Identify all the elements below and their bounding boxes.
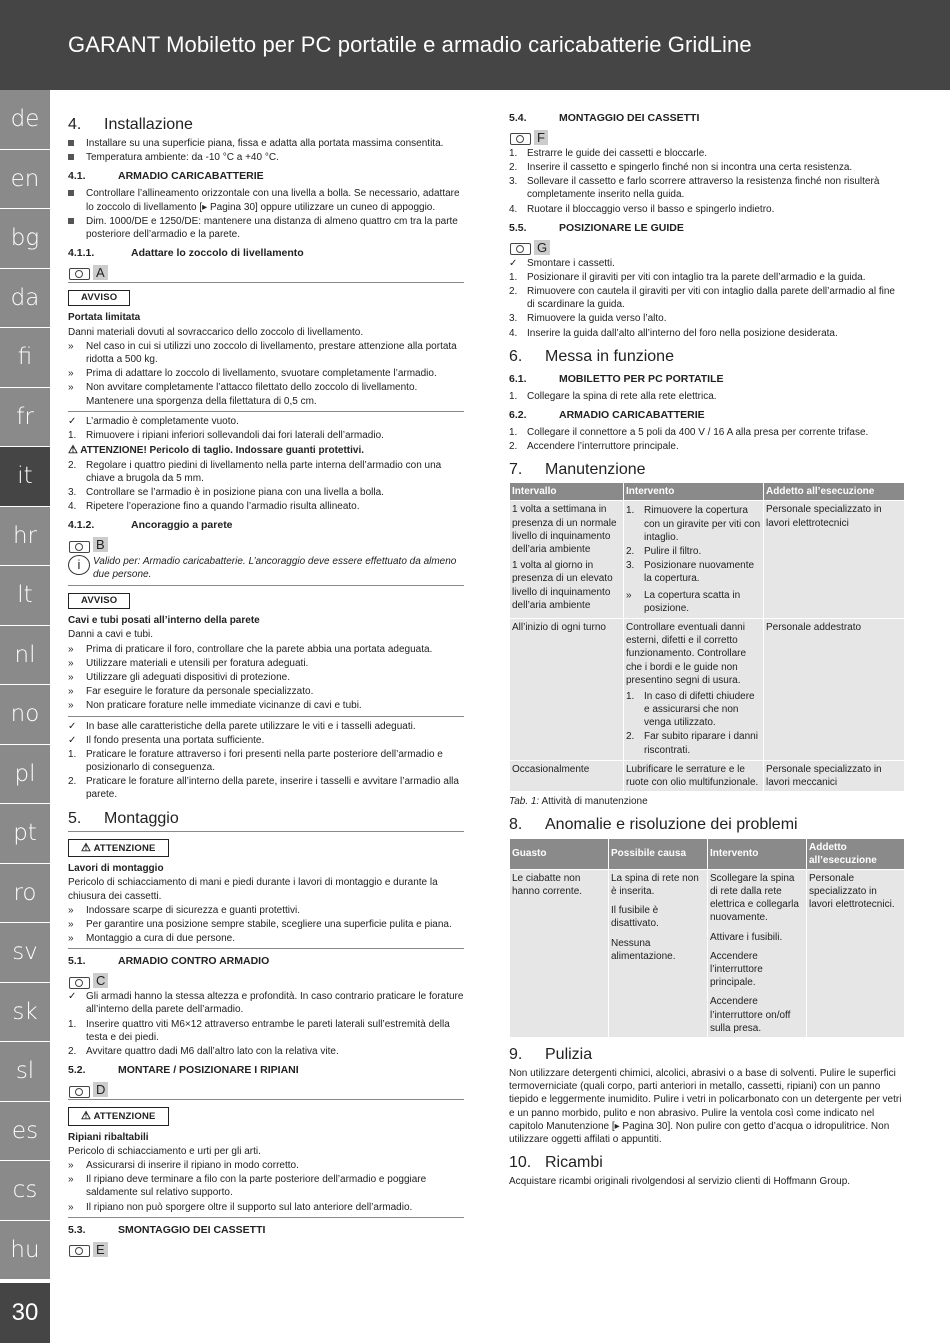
step-item: 2. Regolare i quattro piedini di livellamento nella parte interna dell’armadio con una chiave a brugola da 5 mm.: [68, 459, 442, 484]
paragraph: Non utilizzare detergenti chimici, alcolici, abrasivi o a base di solventi. Pulire le superfici termoverniciate (quali corpo, parti anteriori in metallo, cassetti, ripiani) con un panno tiepido e leggermente inumidito. Pulire i vetri in policarbonato con un detergente per vetri e un panno morbido, pulito e non abrasivo. Pulire la ventola così come indicato nel capitolo Manutenzione [▸ Pagina 30]. Non pulire con getto d’acqua o idropulitrice. Non utilizzare oggetti affilati o appuntiti.: [509, 1068, 902, 1145]
instruction-item: » Utilizzare materiali e utensili per foratura adeguati.: [68, 657, 309, 669]
figure-reference: B: [68, 537, 464, 552]
page-number: 30: [0, 1283, 50, 1343]
instruction-item: » Non praticare forature nelle immediate vicinanze di cavi e tubi.: [68, 699, 464, 716]
column-header: Intervento: [624, 483, 764, 501]
instruction-item: » Il ripiano non può sporgere oltre il supporto sul lato anteriore dell’armadio.: [68, 1201, 464, 1218]
subsection-heading: 4.1. ARMADIO CARICABATTERIE: [68, 170, 264, 183]
figure-reference: A: [68, 265, 464, 280]
caution-title: Lavori di montaggio: [68, 863, 164, 875]
column-header: Addetto all’esecuzione: [764, 483, 905, 501]
column-header: Intervallo: [510, 483, 624, 501]
camera-icon: [68, 265, 90, 279]
section-heading: 8. Anomalie e risoluzione dei problemi: [509, 816, 798, 834]
language-tab-pt[interactable]: pt: [0, 804, 50, 863]
section-heading: 7. Manutenzione: [509, 461, 646, 479]
section-heading: 6. Messa in funzione: [509, 347, 674, 365]
subsection-heading: 6.1. MOBILETTO PER PC PORTATILE: [509, 372, 724, 385]
step-item: 1. Collegare la spina di rete alla rete elettrica.: [509, 390, 717, 402]
notice-text: Danni materiali dovuti al sovraccarico dello zoccolo di livellamento.: [68, 326, 364, 338]
table-row: 1 volta a settimana in presenza di un normale livello di inquinamento dell’aria ambiente 1 volta al giorno in presenza di un elevato livello di inquinamento dell’aria ambiente 1. Rimuovere la copertura con un giravite per viti con intaglio. 2. Pulire il filtro. 3. Posizionare nuovamente la copertura. » La copertura scatta in posizione. Personale specializzato in lavori elettrotecnici: [510, 501, 905, 619]
paragraph: Acquistare ricambi originali rivolgendosi al servizio clienti di Hoffmann Group.: [509, 1176, 851, 1188]
camera-icon: [509, 130, 531, 144]
subsubsection-heading: 4.1.1. Adattare lo zoccolo di livellamento: [68, 247, 304, 260]
subsection-heading: 5.4. MONTAGGIO DEI CASSETTI: [509, 112, 700, 124]
page-header: [0, 0, 950, 90]
language-tab-nl[interactable]: nl: [0, 626, 50, 685]
subsection-heading: 5.2. MONTARE / POSIZIONARE I RIPIANI: [68, 1064, 299, 1077]
warning-icon: ⚠: [81, 1110, 92, 1123]
language-tab-hu[interactable]: hu: [0, 1221, 50, 1280]
precondition-item: ✓ In base alle caratteristiche della parete utilizzare le viti e i tasselli adeguati.: [68, 720, 416, 732]
notice-title: Portata limitata: [68, 312, 141, 324]
language-tab-no[interactable]: no: [0, 685, 50, 744]
notice-title: Cavi e tubi posati all’interno della parete: [68, 615, 260, 627]
check-icon: ✓: [68, 991, 77, 1003]
step-item: 2. Inserire il cassetto e spingerlo finché non si incontra una certa resistenza.: [509, 162, 853, 174]
step-item: 3. Controllare se l’armadio è in posizione piana con una livella a bolla.: [68, 487, 384, 499]
language-tab-sk[interactable]: sk: [0, 983, 50, 1042]
language-sidebar: [0, 90, 50, 1343]
section-heading: 9. Pulizia: [509, 1045, 593, 1063]
column-header: Addetto all’esecuzione: [807, 838, 905, 869]
warning-icon: ⚠: [68, 444, 78, 457]
caution-text: Pericolo di schiacciamento di mani e piedi durante i lavori di montaggio e durante la chiusura dei cassetti.: [68, 877, 438, 902]
step-item: 2. Accendere l’interruttore principale.: [509, 440, 679, 452]
subsection-heading: 5.1. ARMADIO CONTRO ARMADIO: [68, 955, 270, 968]
subsection-heading: 6.2. ARMADIO CARICABATTERIE: [509, 408, 705, 421]
subsection-heading: 5.5. POSIZIONARE LE GUIDE: [509, 221, 684, 234]
info-icon: i: [68, 555, 90, 575]
language-tab-es[interactable]: es: [0, 1102, 50, 1161]
bullet-item: Temperatura ambiente: da -10 °C a +40 °C.: [68, 151, 464, 164]
info-note: i Valido per: Armadio caricabatterie. L’ancoraggio deve essere effettuato da almeno due persone.: [68, 555, 464, 581]
instruction-item: » Utilizzare gli adeguati dispositivi di protezione.: [68, 671, 290, 683]
warning-icon: ⚠: [81, 841, 92, 854]
inline-warning: ⚠ ATTENZIONE! Pericolo di taglio. Indossare guanti protettivi.: [68, 444, 365, 457]
bullet-item: Dim. 1000/DE e 1250/DE: mantenere una distanza di almeno quattro cm tra la parte posteriore dell’armadio e la parete.: [68, 215, 464, 241]
section-heading: 5. Montaggio: [68, 809, 179, 827]
table-row: Le ciabatte non hanno corrente. La spina di rete non è inserita. Il fusibile è disattivato. Nessuna alimentazione. Scollegare la spina di rete dalla rete elettrica e collegarla nuovamente. Attivare i fusibili. Accendere l’interruttore principale. Accendere l’interruttore on/off sulla presa. Personale specializzato in lavori elettrotecnici.: [510, 869, 905, 1037]
table-header-row: [510, 838, 905, 869]
caution-label: ⚠ ATTENZIONE: [68, 839, 169, 858]
language-tab-hr[interactable]: hr: [0, 507, 50, 566]
instruction-item: » Prima di praticare il foro, controllare che la parete abbia una portata adeguata.: [68, 643, 433, 655]
figure-reference: G: [509, 240, 905, 255]
notice-label: AVVISO: [68, 593, 130, 610]
instruction-item: » Nel caso in cui si utilizzi uno zoccolo di livellamento, prestare attenzione alla portata ridotta a 500 kg.: [68, 340, 457, 366]
figure-reference: E: [68, 1242, 464, 1257]
instruction-item: » Il ripiano deve terminare a filo con la parte posteriore dell’armadio e poggiare saldamente sul relativo supporto.: [68, 1174, 427, 1199]
figure-reference: C: [68, 973, 464, 988]
language-tab-it[interactable]: it: [0, 447, 50, 506]
caution-label: ⚠ ATTENZIONE: [68, 1107, 169, 1126]
check-icon: ✓: [68, 720, 77, 732]
troubleshooting-table: [509, 838, 905, 1038]
camera-icon: [68, 538, 90, 552]
step-item: 4. Ruotare il bloccaggio verso il basso e spingerlo indietro.: [509, 203, 775, 215]
camera-icon: [509, 240, 531, 254]
notice-label: AVVISO: [68, 290, 130, 307]
step-item: 1. Posizionare il giraviti per viti con intaglio tra la parete dell’armadio e la guida.: [509, 271, 866, 283]
step-item: 4. Ripetere l’operazione fino a quando l’armadio risulta allineato.: [68, 501, 360, 513]
language-tab-pl[interactable]: pl: [0, 745, 50, 804]
step-item: 2. Rimuovere con cautela il giraviti per viti con intaglio dalla parete dell’armadio al fine di scardinare la guida.: [509, 286, 895, 311]
check-icon: ✓: [509, 257, 518, 269]
table-caption: Tab. 1: Attività di manutenzione: [509, 796, 648, 808]
figure-reference: F: [509, 130, 905, 145]
subsubsection-heading: 4.1.2. Ancoraggio a parete: [68, 519, 233, 532]
instruction-item: » Prima di adattare lo zoccolo di livellamento, svuotare completamente l’armadio.: [68, 368, 437, 380]
instruction-item: » Montaggio a cura di due persone.: [68, 932, 464, 949]
caution-title: Ripiani ribaltabili: [68, 1131, 149, 1143]
language-tab-cs[interactable]: cs: [0, 1161, 50, 1220]
instruction-item: » Per garantire una posizione sempre stabile, scegliere una superficie pulita e piana.: [68, 919, 452, 931]
check-icon: ✓: [68, 734, 77, 746]
instruction-item: » Non avvitare completamente l’attacco filettato dello zoccolo di livellamento. Mantenere una sporgenza della filettatura di 0,5 cm.: [68, 381, 464, 411]
camera-icon: [68, 1242, 90, 1256]
step-item: 1. Estrarre le guide dei cassetti e bloccarle.: [509, 147, 708, 159]
column-header: Possibile causa: [609, 838, 708, 869]
caution-text: Pericolo di schiacciamento e urti per gli arti.: [68, 1145, 261, 1157]
document-title: GARANT Mobiletto per PC portatile e armadio caricabatterie GridLine: [68, 32, 752, 57]
section-heading: 10. Ricambi: [509, 1154, 603, 1172]
language-tab-da[interactable]: da: [0, 269, 50, 328]
step-item: 1. Collegare il connettore a 5 poli da 400 V / 16 A alla presa per corrente trifase.: [509, 426, 869, 438]
precondition-item: ✓ L’armadio è completamente vuoto.: [68, 415, 239, 427]
language-tab-ro[interactable]: ro: [0, 864, 50, 923]
language-tab-bg[interactable]: bg: [0, 209, 50, 268]
column-header: Intervento: [708, 838, 807, 869]
language-tab-en[interactable]: en: [0, 150, 50, 209]
notice-text: Danni a cavi e tubi.: [68, 629, 154, 641]
instruction-item: » Assicurarsi di inserire il ripiano in modo corretto.: [68, 1159, 299, 1171]
step-item: 2. Avvitare quattro dadi M6 dall’altro lato con la relativa vite.: [68, 1046, 339, 1058]
section-heading: 4. Installazione: [68, 116, 193, 133]
step-item: 1. Inserire quattro viti M6×12 attraverso entrambe le pareti laterali sull’estremità della testa e dei piedi.: [68, 1018, 450, 1043]
step-item: 3. Rimuovere la guida verso l’alto.: [509, 313, 667, 325]
camera-icon: [68, 974, 90, 988]
figure-reference: D: [68, 1082, 464, 1097]
precondition-item: ✓ Il fondo presenta una portata sufficiente.: [68, 734, 265, 746]
table-row: Occasionalmente Lubrificare le serrature e le ruote con olio multifunzionale. Personale specializzato in lavori meccanici: [510, 760, 905, 791]
step-item: 2. Praticare le forature all’interno della parete, inserire i tasselli e avvitare l’armadio alla parete.: [68, 776, 459, 801]
check-icon: ✓: [68, 415, 77, 427]
table-row: All’inizio di ogni turno Controllare eventuali danni esterni, difetti e il corretto funzionamento. Controllare che i bordi e le guide non presentino segni di usura. 1. In caso di difetti chiudere e assicurarsi che non venga utilizzato. 2. Far subito riparare i danni riscontrati. Personale addestrato: [510, 618, 905, 760]
bullet-item: Controllare l’allineamento orizzontale con una livella a bolla. Se necessario, adattare lo zoccolo di livellamento [▸ Pagina 30] oppure utilizzare un cuneo di appoggio.: [68, 187, 464, 213]
table-header-row: [510, 483, 905, 501]
step-item: 3. Sollevare il cassetto e farlo scorrere attraverso la resistenza finché non risulterà completamente inserito nella guida.: [509, 176, 880, 201]
left-column: [68, 108, 464, 1259]
language-tab-lt[interactable]: lt: [0, 566, 50, 625]
maintenance-table: [509, 482, 905, 792]
language-tab-sv[interactable]: sv: [0, 923, 50, 982]
step-item: 1. Praticare le forature attraverso i fori presenti nella parte posteriore dell’armadio e posizionarlo di conseguenza.: [68, 748, 443, 774]
language-tab-de[interactable]: de: [0, 90, 50, 149]
column-header: Guasto: [510, 838, 609, 869]
right-column: [509, 108, 905, 1189]
subsection-heading: 5.3. SMONTAGGIO DEI CASSETTI: [68, 1223, 266, 1236]
language-tab-fr[interactable]: fr: [0, 388, 50, 447]
step-item: 4. Inserire la guida dall’alto all’interno del foro nella posizione desiderata.: [509, 327, 838, 339]
precondition-item: ✓ Smontare i cassetti.: [509, 257, 615, 269]
instruction-item: » Indossare scarpe di sicurezza e guanti protettivi.: [68, 904, 300, 916]
step-item: 1. Rimuovere i ripiani inferiori sollevandoli dai fori laterali dell’armadio.: [68, 429, 384, 441]
instruction-item: » Far eseguire le forature da personale specializzato.: [68, 686, 314, 698]
camera-icon: [68, 1083, 90, 1097]
bullet-item: Installare su una superficie piana, fissa e adatta alla portata massima consentita.: [68, 137, 464, 150]
language-tab-sl[interactable]: sl: [0, 1042, 50, 1101]
language-tab-fi[interactable]: fi: [0, 328, 50, 387]
precondition-item: ✓ Gli armadi hanno la stessa altezza e profondità. In caso contrario praticare le forature all’interno della parete dell’armadio.: [68, 991, 464, 1016]
